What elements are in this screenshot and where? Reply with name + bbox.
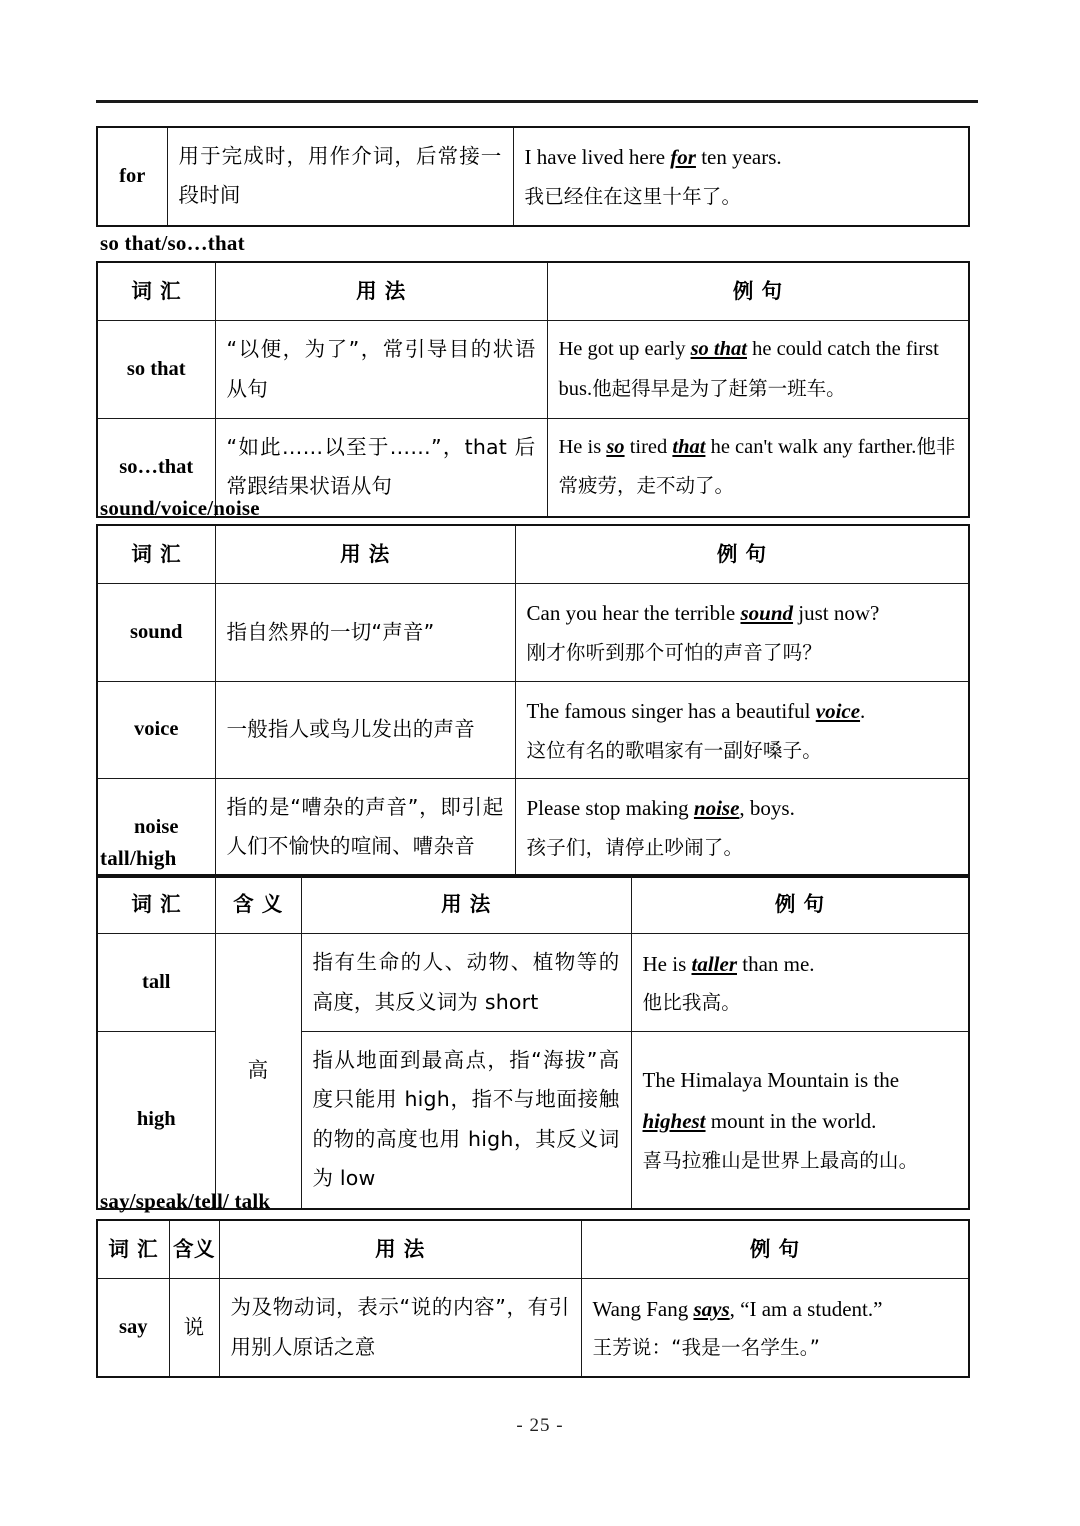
cell-meaning: 说 — [169, 1279, 219, 1377]
table-tall-high-wrapper — [96, 874, 970, 1210]
cell-usage: “如此……以至于……”，that 后常跟结果状语从句 — [215, 419, 547, 517]
cell-usage: 指从地面到最高点，指“海拔”高度只能用 high，指不与地面接触的物的高度也用 high，其反义词为 low — [301, 1032, 631, 1209]
example-en-line — [527, 788, 958, 829]
header-example: 例 句 — [515, 525, 969, 584]
cell-usage: “以便，为了”，常引导目的状语从句 — [215, 321, 547, 419]
cell-example — [515, 779, 969, 877]
table-row — [97, 934, 969, 1032]
header-vocab: 词 汇 — [97, 875, 215, 934]
example-keyword: noise — [693, 796, 740, 821]
example-en-post: . — [860, 698, 866, 723]
page-number: - 25 - — [516, 1415, 564, 1436]
cell-word: so that — [97, 321, 215, 419]
section-heading: sound/voice/noise — [100, 496, 260, 520]
example-en-post: mount in the world. — [705, 1109, 877, 1134]
example-en-pre: He is — [642, 951, 692, 976]
table-row — [97, 1279, 969, 1377]
example-en-pre: The Himalaya Mountain is the — [642, 1068, 900, 1093]
table-say-wrapper — [96, 1219, 970, 1378]
example-cn-line: 我已经住在这里十年了。 — [524, 185, 742, 209]
example-keyword: for — [670, 145, 696, 170]
example-keyword: says — [693, 1296, 730, 1321]
cell-usage: 指有生命的人、动物、植物等的高度，其反义词为 short — [301, 934, 631, 1032]
cell-word: so…that — [97, 419, 215, 517]
section-heading: so that/so…that — [100, 231, 245, 255]
section-title-sound — [96, 487, 260, 528]
table-row — [97, 127, 969, 226]
example-en-line — [527, 593, 958, 634]
example-en-line — [593, 1289, 958, 1330]
example-en-pre: The famous singer has a beautiful — [526, 698, 816, 723]
table-so-that — [96, 261, 970, 518]
cell-example — [581, 1279, 969, 1377]
header-vocab: 词 汇 — [97, 262, 215, 321]
table-for — [96, 126, 970, 227]
table-say — [96, 1219, 970, 1378]
header-example: 例 句 — [631, 875, 969, 934]
example-en-post: he could catch the first bus. — [558, 338, 939, 400]
table-tall-high — [96, 874, 970, 1210]
example-en-pre: He is — [558, 436, 607, 459]
example-en-post: just now? — [793, 601, 880, 626]
table-row — [97, 681, 969, 778]
example-cn-line: 王芳说：“我是一名学生。” — [592, 1336, 821, 1360]
header-usage: 用 法 — [215, 262, 547, 321]
example-en-pre: I have lived here — [524, 145, 671, 170]
cell-word: for — [97, 127, 167, 226]
cell-word: sound — [97, 584, 215, 681]
header-usage: 用 法 — [301, 875, 631, 934]
header-usage: 用 法 — [219, 1220, 581, 1279]
cell-example — [513, 127, 969, 226]
example-cn-line: 他比我高。 — [642, 991, 742, 1015]
cell-word: tall — [97, 934, 215, 1032]
cell-word: voice — [97, 681, 215, 778]
table-for-wrapper — [96, 126, 970, 227]
example-en-line — [643, 944, 958, 985]
cell-example — [515, 584, 969, 681]
header-rule — [96, 100, 978, 103]
example-en-pre: Can you hear the terrible — [526, 601, 741, 626]
header-meaning: 含 义 — [215, 875, 301, 934]
example-cn-line: 孩子们，请停止吵闹了。 — [526, 836, 744, 860]
section-title-so-that — [96, 222, 245, 263]
cell-meaning-shared: 高 — [215, 934, 301, 1209]
section-heading: say/speak/tell/ talk — [100, 1189, 271, 1213]
example-en-mid: tired — [624, 436, 673, 459]
cell-word: high — [97, 1032, 215, 1209]
example-keyword: so — [606, 436, 625, 459]
header-usage: 用 法 — [215, 525, 515, 584]
cell-word: say — [97, 1279, 169, 1377]
header-vocab: 词 汇 — [97, 1220, 169, 1279]
table-so-that-wrapper — [96, 261, 970, 518]
example-en-pre: Please stop making — [526, 796, 694, 821]
table-sound — [96, 524, 970, 878]
table-header-row — [97, 875, 969, 934]
cell-word: noise — [97, 779, 215, 877]
example-keyword: so that — [690, 338, 747, 361]
cell-usage: 用于完成时，用作介词，后常接一段时间 — [167, 127, 513, 226]
example-keyword: taller — [691, 951, 737, 976]
example-en-post: he can't walk any farther. — [705, 436, 917, 459]
example-keyword-2: that — [672, 436, 706, 459]
example-en-pre: He got up early — [558, 338, 691, 361]
example-en-pre: Wang Fang — [592, 1296, 694, 1321]
header-vocab: 词 汇 — [97, 525, 215, 584]
example-cn-line: 喜马拉雅山是世界上最高的山。 — [642, 1149, 919, 1173]
header-example: 例 句 — [581, 1220, 969, 1279]
cell-usage: 指的是“嘈杂的声音”，即引起人们不愉快的喧闹、嘈杂音 — [215, 779, 515, 877]
example-cn-line: 刚才你听到那个可怕的声音了吗？ — [526, 641, 823, 665]
example-en-post: ten years. — [695, 145, 782, 170]
table-row — [97, 321, 969, 419]
table-row — [97, 584, 969, 681]
cell-example — [631, 1032, 969, 1209]
header-meaning: 含义 — [169, 1220, 219, 1279]
example-en-post: than me. — [737, 951, 815, 976]
example-keyword: sound — [740, 601, 794, 626]
cell-example — [631, 934, 969, 1032]
example-en-line — [527, 691, 958, 732]
section-heading: tall/high — [100, 846, 177, 870]
example-cn-line: 这位有名的歌唱家有一副好嗓子。 — [526, 738, 823, 762]
cell-example — [547, 419, 969, 517]
section-title-say — [96, 1180, 270, 1221]
example-en-post: , “I am a student.” — [729, 1296, 883, 1321]
example-en-post: , boys. — [739, 796, 795, 821]
example-keyword: voice — [815, 698, 861, 723]
example-en-line — [643, 1060, 958, 1142]
example-en-line — [525, 137, 958, 178]
example-cn-line: 他起得早是为了赶第一班车。 — [592, 376, 846, 400]
table-row — [97, 779, 969, 877]
table-sound-wrapper — [96, 524, 970, 878]
cell-example — [515, 681, 969, 778]
section-title-tall-high — [96, 837, 177, 878]
table-header-row — [97, 1220, 969, 1279]
table-header-row — [97, 262, 969, 321]
table-header-row — [97, 525, 969, 584]
example-cn-line: 他非常疲劳，走不动了。 — [558, 435, 956, 498]
cell-usage: 为及物动词，表示“说的内容”，有引用别人原话之意 — [219, 1279, 581, 1377]
cell-example — [547, 321, 969, 419]
cell-usage: 指自然界的一切“声音” — [215, 584, 515, 681]
header-example: 例 句 — [547, 262, 969, 321]
example-keyword: highest — [642, 1109, 706, 1134]
cell-usage: 一般指人或鸟儿发出的声音 — [215, 681, 515, 778]
